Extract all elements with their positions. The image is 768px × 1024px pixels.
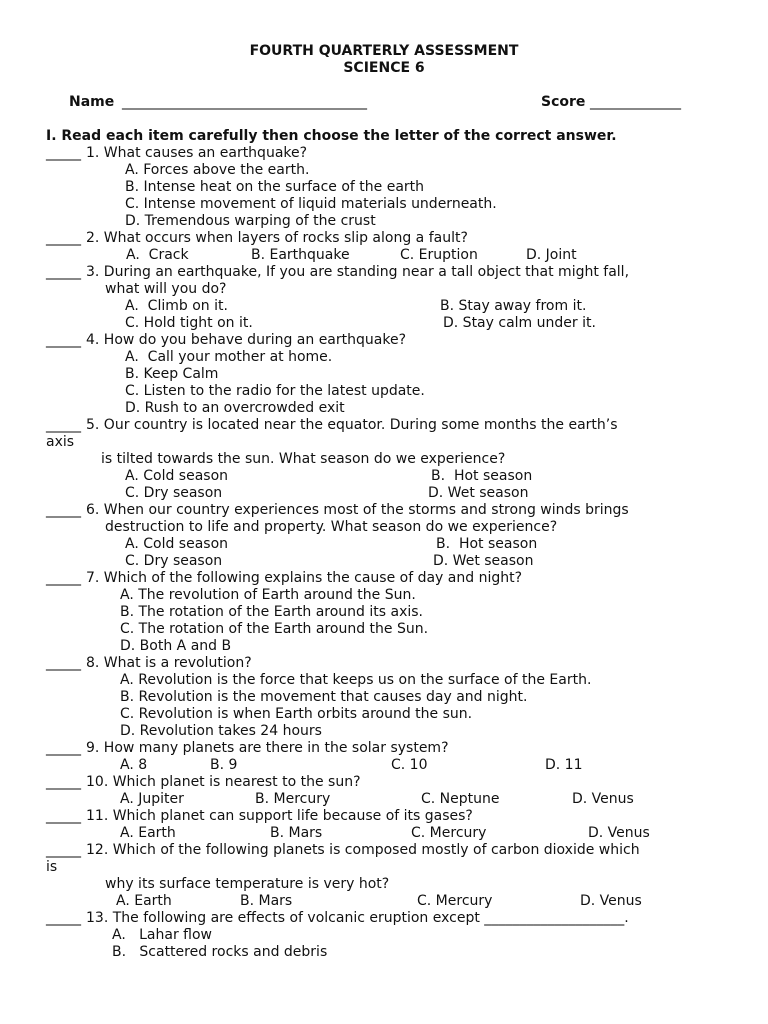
question-2-option-d: D. Joint bbox=[526, 247, 577, 263]
answer-blank-3[interactable]: _____ bbox=[46, 264, 81, 280]
question-13-stem: 13. The following are effects of volcanic eruption except ____________________. bbox=[86, 910, 629, 926]
question-5-stem: 5. Our country is located near the equator. During some months the earth’s bbox=[86, 417, 618, 433]
question-7-stem: 7. Which of the following explains the cause of day and night? bbox=[86, 570, 523, 586]
question-9-stem: 9. How many planets are there in the solar system? bbox=[86, 740, 449, 756]
question-11-option-c: C. Mercury bbox=[411, 825, 487, 841]
score-field[interactable]: _____________ bbox=[590, 94, 681, 110]
question-3-option-d: D. Stay calm under it. bbox=[443, 315, 596, 331]
question-7-option-b: B. The rotation of the Earth around its axis. bbox=[120, 604, 424, 620]
page-subtitle: SCIENCE 6 bbox=[343, 60, 425, 76]
question-2-option-c: C. Eruption bbox=[400, 247, 478, 263]
question-11-option-a: A. Earth bbox=[120, 825, 176, 841]
question-6-stem: 6. When our country experiences most of the storms and strong winds brings bbox=[86, 502, 629, 518]
question-9-option-d: D. 11 bbox=[545, 757, 583, 773]
question-13-option-a: A. Lahar flow bbox=[112, 927, 213, 943]
question-10-option-d: D. Venus bbox=[572, 791, 634, 807]
question-2-option-b: B. Earthquake bbox=[251, 247, 350, 263]
question-4-stem: 4. How do you behave during an earthquake? bbox=[86, 332, 406, 348]
question-9-option-b: B. 9 bbox=[210, 757, 238, 773]
question-5-option-a: A. Cold season bbox=[125, 468, 229, 484]
question-7-option-d: D. Both A and B bbox=[120, 638, 232, 654]
question-3-stem-cont: what will you do? bbox=[105, 281, 227, 297]
answer-blank-5[interactable]: _____ bbox=[46, 417, 81, 433]
question-10-option-b: B. Mercury bbox=[255, 791, 331, 807]
question-13-option-b: B. Scattered rocks and debris bbox=[112, 944, 328, 960]
question-12-stem: 12. Which of the following planets is composed mostly of carbon dioxide which bbox=[86, 842, 640, 858]
question-2-stem: 2. What occurs when layers of rocks slip along a fault? bbox=[86, 230, 468, 246]
question-3-option-a: A. Climb on it. bbox=[125, 298, 228, 314]
question-12-option-c: C. Mercury bbox=[417, 893, 493, 909]
question-7-option-a: A. The revolution of Earth around the Sun. bbox=[120, 587, 416, 603]
question-4-option-c: C. Listen to the radio for the latest update. bbox=[125, 383, 425, 399]
question-10-option-a: A. Jupiter bbox=[120, 791, 184, 807]
question-6-option-a: A. Cold season bbox=[125, 536, 229, 552]
question-12-stem-cont: why its surface temperature is very hot? bbox=[105, 876, 390, 892]
question-1-option-c: C. Intense movement of liquid materials underneath. bbox=[125, 196, 497, 212]
name-field[interactable]: ___________________________________ bbox=[122, 94, 367, 110]
answer-blank-8[interactable]: _____ bbox=[46, 655, 81, 671]
question-1-option-b: B. Intense heat on the surface of the earth bbox=[125, 179, 425, 195]
question-10-option-c: C. Neptune bbox=[421, 791, 500, 807]
question-12-wrap: is bbox=[46, 859, 58, 875]
question-3-option-c: C. Hold tight on it. bbox=[125, 315, 253, 331]
question-11-stem: 11. Which planet can support life because of its gases? bbox=[86, 808, 473, 824]
question-1-option-a: A. Forces above the earth. bbox=[125, 162, 310, 178]
instruction-text: I. Read each item carefully then choose the letter of the correct answer. bbox=[46, 128, 617, 144]
question-10-stem: 10. Which planet is nearest to the sun? bbox=[86, 774, 361, 790]
question-4-option-a: A. Call your mother at home. bbox=[125, 349, 333, 365]
question-5-stem-cont: is tilted towards the sun. What season do we experience? bbox=[101, 451, 506, 467]
answer-blank-10[interactable]: _____ bbox=[46, 774, 81, 790]
answer-blank-2[interactable]: _____ bbox=[46, 230, 81, 246]
question-1-stem: 1. What causes an earthquake? bbox=[86, 145, 308, 161]
question-4-option-d: D. Rush to an overcrowded exit bbox=[125, 400, 345, 416]
answer-blank-12[interactable]: _____ bbox=[46, 842, 81, 858]
question-5-wrap: axis bbox=[46, 434, 75, 450]
question-6-option-c: C. Dry season bbox=[125, 553, 223, 569]
question-4-option-b: B. Keep Calm bbox=[125, 366, 219, 382]
question-11-option-b: B. Mars bbox=[270, 825, 323, 841]
page-title: FOURTH QUARTERLY ASSESSMENT bbox=[249, 43, 519, 59]
answer-blank-4[interactable]: _____ bbox=[46, 332, 81, 348]
question-6-option-b: B. Hot season bbox=[436, 536, 538, 552]
answer-blank-9[interactable]: _____ bbox=[46, 740, 81, 756]
answer-blank-6[interactable]: _____ bbox=[46, 502, 81, 518]
question-5-option-c: C. Dry season bbox=[125, 485, 223, 501]
answer-blank-1[interactable]: _____ bbox=[46, 145, 81, 161]
question-7-option-c: C. The rotation of the Earth around the Sun. bbox=[120, 621, 429, 637]
question-3-stem: 3. During an earthquake, If you are standing near a tall object that might fall, bbox=[86, 264, 630, 280]
question-1-option-d: D. Tremendous warping of the crust bbox=[125, 213, 376, 229]
answer-blank-7[interactable]: _____ bbox=[46, 570, 81, 586]
question-6-option-d: D. Wet season bbox=[433, 553, 534, 569]
question-12-option-b: B. Mars bbox=[240, 893, 293, 909]
answer-blank-11[interactable]: _____ bbox=[46, 808, 81, 824]
question-8-option-d: D. Revolution takes 24 hours bbox=[120, 723, 322, 739]
question-3-option-b: B. Stay away from it. bbox=[440, 298, 587, 314]
question-8-option-a: A. Revolution is the force that keeps us on the surface of the Earth. bbox=[120, 672, 592, 688]
question-9-option-c: C. 10 bbox=[391, 757, 428, 773]
name-label: Name bbox=[69, 94, 115, 110]
question-11-option-d: D. Venus bbox=[588, 825, 650, 841]
score-label: Score bbox=[541, 94, 586, 110]
question-5-option-b: B. Hot season bbox=[431, 468, 533, 484]
question-12-option-d: D. Venus bbox=[580, 893, 642, 909]
question-5-option-d: D. Wet season bbox=[428, 485, 529, 501]
question-8-option-b: B. Revolution is the movement that causes day and night. bbox=[120, 689, 528, 705]
answer-blank-13[interactable]: _____ bbox=[46, 910, 81, 926]
question-9-option-a: A. 8 bbox=[120, 757, 148, 773]
question-6-stem-cont: destruction to life and property. What season do we experience? bbox=[105, 519, 558, 535]
question-2-option-a: A. Crack bbox=[126, 247, 189, 263]
question-8-stem: 8. What is a revolution? bbox=[86, 655, 252, 671]
question-8-option-c: C. Revolution is when Earth orbits around the sun. bbox=[120, 706, 473, 722]
question-12-option-a: A. Earth bbox=[116, 893, 172, 909]
